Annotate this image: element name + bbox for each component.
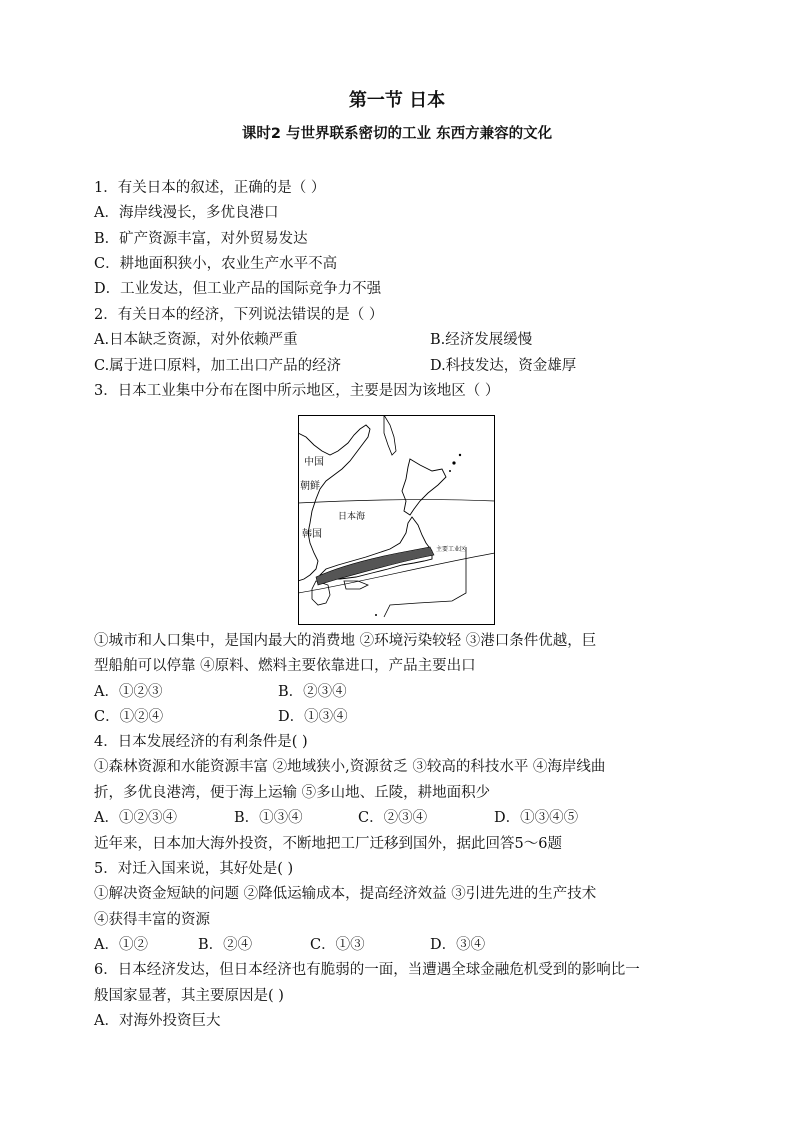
q3-option-c: C．①②④ bbox=[94, 709, 164, 725]
q4-statement-2: 折，多优良港湾，便于海上运输 ⑤多山地、丘陵，耕地面积少 bbox=[94, 785, 491, 801]
q4-option-d: D．①③④⑤ bbox=[494, 810, 579, 826]
q2-option-d: D.科技发达，资金雄厚 bbox=[430, 358, 577, 374]
map-label-china: 中国 bbox=[304, 457, 324, 468]
japan-map bbox=[298, 415, 495, 625]
q4-option-c: C．②③④ bbox=[358, 810, 428, 826]
passage: 近年来，日本加大海外投资，不断地把工厂迁移到国外，据此回答5～6题 bbox=[94, 836, 562, 852]
q6-stem-2: 般国家显著，其主要原因是( ) bbox=[94, 988, 284, 1004]
map-label-zone: 主要工业区 bbox=[436, 546, 467, 553]
q4-option-a: A．①②③④ bbox=[94, 810, 177, 826]
q6-stem-1: 6．日本经济发达，但日本经济也有脆弱的一面，当遭遇全球金融危机受到的影响比一 bbox=[94, 962, 640, 978]
q3-statement-2: 型船舶可以停靠 ④原料、燃料主要依靠进口，产品主要出口 bbox=[94, 658, 476, 674]
page-title: 第一节 日本 bbox=[348, 90, 446, 111]
q3-stem: 3．日本工业集中分布在图中所示地区，主要是因为该地区（ ） bbox=[94, 383, 500, 399]
q1-option-a: A．海岸线漫长，多优良港口 bbox=[94, 205, 279, 221]
map-label-korea-south: 韩国 bbox=[302, 529, 322, 540]
q5-option-d: D．③④ bbox=[430, 937, 486, 953]
q5-statement-1: ①解决资金短缺的问题 ②降低运输成本，提高经济效益 ③引进先进的生产技术 bbox=[94, 886, 597, 902]
q3-statement-1: ①城市和人口集中，是国内最大的消费地 ②环境污染较轻 ③港口条件优越，巨 bbox=[94, 633, 597, 649]
q2-option-c: C.属于进口原料，加工出口产品的经济 bbox=[94, 358, 342, 374]
q1-option-d: D．工业发达，但工业产品的国际竞争力不强 bbox=[94, 281, 382, 297]
q3-option-a: A．①②③ bbox=[94, 684, 163, 700]
q3-option-b: B．②③④ bbox=[278, 684, 347, 700]
page-subtitle: 课时2 与世界联系密切的工业 东西方兼容的文化 bbox=[241, 126, 553, 142]
q2-option-b: B.经济发展缓慢 bbox=[430, 332, 533, 348]
q5-option-b: B．②④ bbox=[198, 937, 253, 953]
q6-option-a: A．对海外投资巨大 bbox=[94, 1013, 221, 1029]
q5-statement-2: ④获得丰富的资源 bbox=[94, 912, 210, 928]
q4-stem: 4．日本发展经济的有利条件是( ) bbox=[94, 734, 308, 750]
q1-stem: 1．有关日本的叙述，正确的是（ ） bbox=[94, 180, 326, 196]
q4-option-b: B．①③④ bbox=[234, 810, 303, 826]
q2-option-a: A.日本缺乏资源，对外依赖严重 bbox=[94, 332, 298, 348]
q1-option-c: C．耕地面积狭小，农业生产水平不高 bbox=[94, 256, 338, 272]
map-label-sea: 日本海 bbox=[338, 512, 366, 522]
q4-statement-1: ①森林资源和水能资源丰富 ②地域狭小,资源贫乏 ③较高的科技水平 ④海岸线曲 bbox=[94, 759, 606, 775]
q5-option-a: A．①② bbox=[94, 937, 148, 953]
map-label-korea-north: 朝鲜 bbox=[300, 481, 320, 492]
q5-option-c: C．①③ bbox=[310, 937, 365, 953]
q5-stem: 5．对迁入国来说，其好处是( ) bbox=[94, 861, 294, 877]
q3-option-d: D．①③④ bbox=[278, 709, 348, 725]
q1-option-b: B．矿产资源丰富，对外贸易发达 bbox=[94, 231, 308, 247]
q2-stem: 2．有关日本的经济，下列说法错误的是（ ） bbox=[94, 307, 384, 323]
